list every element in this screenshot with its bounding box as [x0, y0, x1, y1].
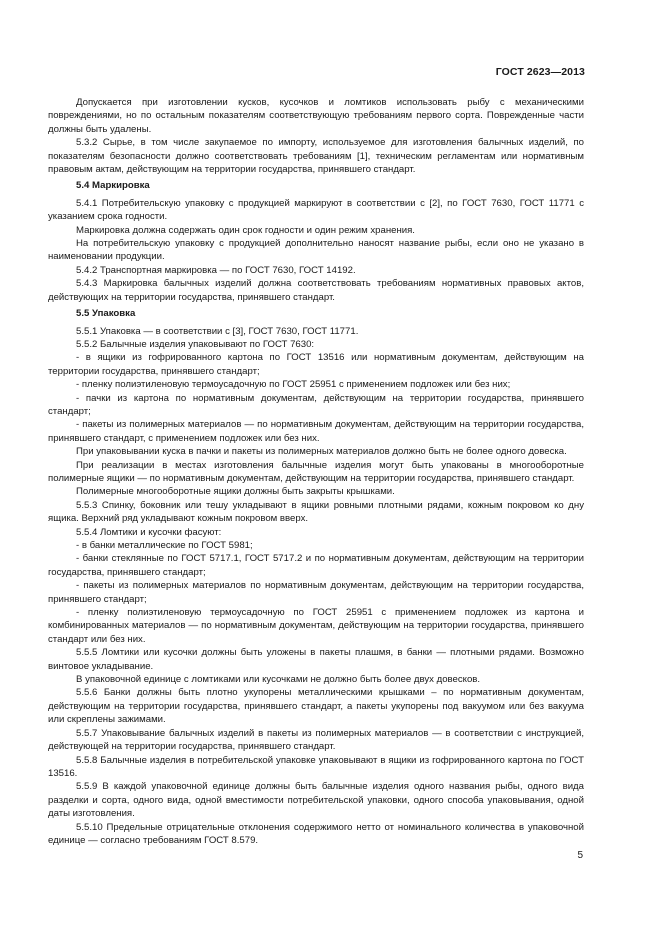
paragraph: В упаковочной единице с ломтиками или кусочками не должно быть более двух довесков.: [76, 674, 481, 686]
document-body: [48, 96, 584, 847]
page-number: 5: [577, 850, 583, 861]
paragraph: При реализации в местах изготовления балычные изделия могут быть упакованы в многооборотные полимерные ящики — по нормативным документам, действующим на территории государства, принявшего стандарт.: [48, 459, 584, 484]
document-code-header: ГОСТ 2623—2013: [495, 66, 585, 78]
paragraph: 5.4.2 Транспортная маркировка — по ГОСТ 7630, ГОСТ 14192.: [76, 264, 356, 276]
paragraph: 5.3.2 Сырье, в том числе закупаемое по импорту, используемое для изготовления балычных изделий, по показателям безопасности должно соответствовать требованиям [1], техническим регламентам или нормативным правовым актам, действующим на территории государства, принявшего стандарт.: [48, 137, 584, 176]
paragraph: На потребительскую упаковку с продукцией дополнительно наносят название рыбы, если оно не указано в наименовании продукции.: [48, 238, 584, 263]
paragraph: - пачки из картона по нормативным документам, действующим на территории государства, принявшего стандарт;: [48, 392, 584, 417]
paragraph: 5.5.7 Упаковывание балычных изделий в пакеты из полимерных материалов — в соответствии с инструкцией, действующей на территории государства, принявшего стандарт.: [48, 727, 584, 753]
paragraph: Маркировка должна содержать один срок годности и один режим хранения.: [76, 224, 415, 236]
paragraph: - в ящики из гофрированного картона по ГОСТ 13516 или нормативным документам, действующим на территории государства, принявшего стандарт;: [48, 352, 584, 377]
paragraph: 5.4.3 Маркировка балычных изделий должна соответствовать требованиям нормативных правовых актов, действующих на территории государства, принявшего стандарт.: [48, 278, 584, 303]
section-heading: 5.4 Маркировка: [76, 180, 150, 192]
paragraph: - пленку полиэтиленовую термоусадочную по ГОСТ 25951 с применением подложек или без них;: [76, 379, 511, 391]
paragraph: Полимерные многооборотные ящики должны быть закрыты крышками.: [76, 486, 395, 498]
paragraph: Допускается при изготовлении кусков, кусочков и ломтиков использовать рыбу с механическими повреждениями, но по остальным показателям соответствующую требованиям первого сорта. Поврежденные части должны быть удалены.: [48, 97, 584, 135]
paragraph: - пакеты из полимерных материалов — по нормативным документам, действующим на территории государства, принявшего стандарт, с применением подложек или без них.: [48, 419, 584, 444]
paragraph: 5.5.6 Банки должны быть плотно укупорены металлическими крышками – по нормативным документам, действующим на территории государства, принявшего стандарт, а пакеты укупорены под вакуумом или без вакуума или скреплены зажимами.: [48, 687, 584, 726]
paragraph: 5.5.2 Балычные изделия упаковывают по ГОСТ 7630:: [76, 338, 315, 350]
paragraph: При упаковывании куска в пачки и пакеты из полимерных материалов должно быть не более одного довеска.: [76, 446, 567, 458]
paragraph: 5.5.10 Предельные отрицательные отклонения содержимого нетто от номинального количества в упаковочной единице — согласно требованиям ГОСТ 8.579.: [48, 821, 584, 846]
paragraph: 5.5.3 Спинку, боковник или тешу укладывают в ящики ровными плотными рядами, кожным покровом ко дну ящика. Верхний ряд укладывают кожным покровом вверх.: [48, 499, 584, 525]
paragraph: 5.5.1 Упаковка — в соответствии с [3], ГОСТ 7630, ГОСТ 11771.: [76, 325, 359, 337]
paragraph: 5.5.9 В каждой упаковочной единице должны быть балычные изделия одного названия рыбы, одного вида разделки и сорта, одного вида, одной вместимости потребительской упаковки, одного способа упаковывания, одной даты изготовления.: [48, 781, 584, 820]
paragraph: 5.5.5 Ломтики или кусочки должны быть уложены в пакеты плашмя, в банки — плотными рядами. Возможно винтовое укладывание.: [48, 647, 584, 672]
paragraph: 5.4.1 Потребительскую упаковку с продукцией маркируют в соответствии с [2], по ГОСТ 7630, ГОСТ 11771 с указанием срока годности.: [48, 197, 584, 223]
paragraph: - пакеты из полимерных материалов по нормативным документам, действующим на территории государства, принявшего стандарт;: [48, 580, 584, 605]
paragraph: 5.5.4 Ломтики и кусочки фасуют:: [76, 526, 222, 538]
paragraph: - в банки металлические по ГОСТ 5981;: [76, 540, 253, 551]
paragraph: - пленку полиэтиленовую термоусадочную по ГОСТ 25951 с применением подложек из картона и комбинированных материалов — по нормативным документам, действующим на территории государства, принявшего стандарт или без них.: [48, 607, 584, 645]
paragraph: - банки стеклянные по ГОСТ 5717.1, ГОСТ 5717.2 и по нормативным документам, действующим на территории государства, принявшего стандарт;: [48, 553, 584, 578]
section-heading: 5.5 Упаковка: [76, 308, 136, 320]
paragraph: 5.5.8 Балычные изделия в потребительской упаковке упаковывают в ящики из гофрированного картона по ГОСТ 13516.: [48, 754, 584, 779]
